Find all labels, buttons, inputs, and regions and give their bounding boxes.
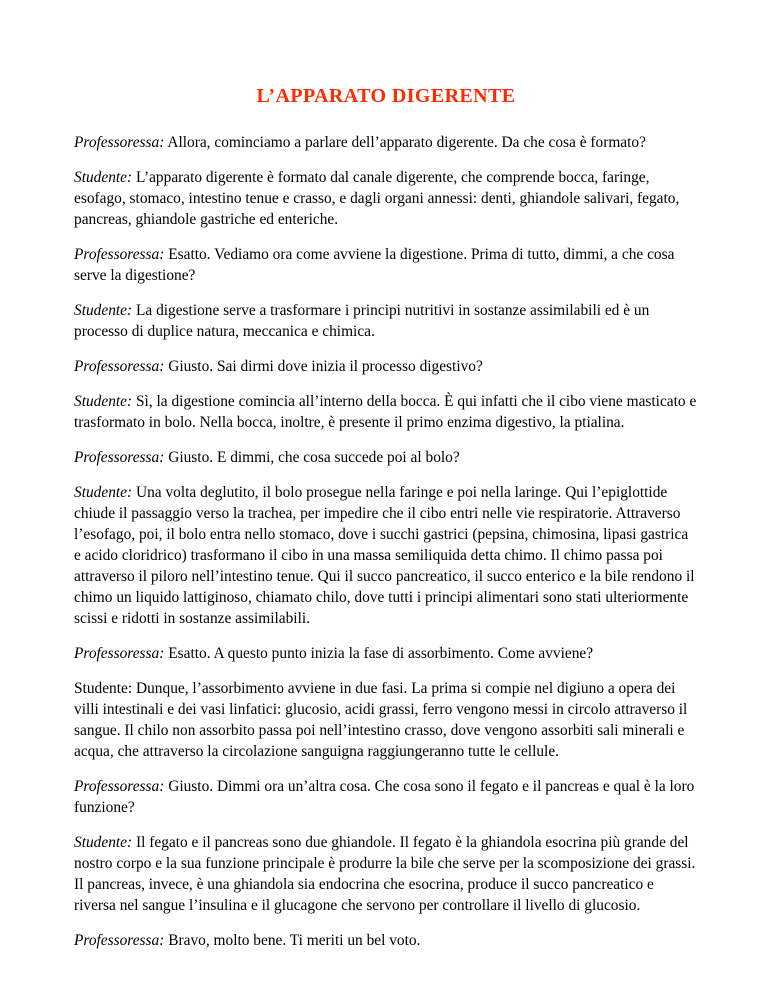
dialogue-text: Esatto. Vediamo ora come avviene la digestione. Prima di tutto, dimmi, a che cosa serve la digestione? — [74, 246, 675, 284]
speaker-label: Studente: — [74, 680, 133, 697]
speaker-label: Professoressa: — [74, 449, 165, 466]
dialogue-paragraph — [74, 244, 698, 286]
dialogue-text: La digestione serve a trasformare i principi nutritivi in sostanze assimilabili ed è un processo di duplice natura, meccanica e chimica. — [74, 302, 650, 340]
speaker-label: Studente: — [74, 484, 133, 501]
speaker-label: Professoressa: — [74, 778, 165, 795]
dialogue-paragraph — [74, 643, 698, 664]
dialogue-text: Giusto. E dimmi, che cosa succede poi al bolo? — [168, 449, 460, 466]
speaker-label: Studente: — [74, 834, 133, 851]
dialogue-text: Il fegato e il pancreas sono due ghiandole. Il fegato è la ghiandola esocrina più grande del nostro corpo e la sua funzione principale è produrre la bile che serve per la scomposizione dei grassi. Il pancreas, invece, è una ghiandola sia endocrina che esocrina, produce il succo pancreatico e riversa nel sangue l’insulina e il glucagone che servono per controllare il livello di glucosio. — [74, 834, 696, 914]
dialogue-text: Dunque, l’assorbimento avviene in due fasi. La prima si compie nel digiuno a opera dei villi intestinali e dei vasi linfatici: glucosio, acidi grassi, ferro vengono messi in circolo attraverso il sangue. Il chilo non assorbito passa poi nell’intestino crasso, dove vengono assorbiti sali minerali e acqua, che attraverso la circolazione sanguigna raggiungeranno tutte le cellule. — [74, 680, 688, 760]
document-title: L’APPARATO DIGERENTE — [256, 85, 516, 107]
dialogue-paragraph — [74, 132, 698, 153]
document-page — [74, 84, 698, 965]
dialogue-text: L’apparato digerente è formato dal canale digerente, che comprende bocca, faringe, esofago, stomaco, intestino tenue e crasso, e dagli organi annessi: denti, ghiandole salivari, fegato, pancreas, ghiandole gastriche ed enteriche. — [74, 169, 680, 228]
dialogue-text: Giusto. Sai dirmi dove inizia il processo digestivo? — [168, 358, 483, 375]
dialogue-text: Allora, cominciamo a parlare dell’apparato digerente. Da che cosa è formato? — [167, 134, 646, 151]
dialogue-paragraph — [74, 167, 698, 230]
dialogue-paragraph — [74, 832, 698, 916]
dialogue-paragraph — [74, 482, 698, 629]
dialogue-paragraph — [74, 300, 698, 342]
dialogue-paragraph — [74, 776, 698, 818]
dialogue-text: Bravo, molto bene. Ti meriti un bel voto. — [168, 932, 421, 949]
speaker-label: Professoressa: — [74, 932, 165, 949]
dialogue-text: Giusto. Dimmi ora un’altra cosa. Che cosa sono il fegato e il pancreas e qual è la loro funzione? — [74, 778, 695, 816]
dialogue-paragraph — [74, 930, 698, 951]
speaker-label: Studente: — [74, 393, 133, 410]
dialogue-text: Esatto. A questo punto inizia la fase di assorbimento. Come avviene? — [168, 645, 594, 662]
dialogue-paragraph — [74, 447, 698, 468]
dialogue-text: Sì, la digestione comincia all’interno della bocca. È qui infatti che il cibo viene masticato e trasformato in bolo. Nella bocca, inoltre, è presente il primo enzima digestivo, la ptialina. — [74, 393, 697, 431]
dialogue-paragraph — [74, 356, 698, 377]
speaker-label: Professoressa: — [74, 246, 165, 263]
speaker-label: Professoressa: — [74, 358, 165, 375]
speaker-label: Studente: — [74, 169, 133, 186]
dialogue-text: Una volta deglutito, il bolo prosegue nella faringe e poi nella laringe. Qui l’epiglottide chiude il passaggio verso la trachea, per impedire che il cibo entri nelle vie respiratorie. Attraverso l’esofago, poi, il bolo entra nello stomaco, dove i succhi gastrici (pepsina, chimosina, lipasi gastrica e acido cloridrico) trasformano il cibo in una massa semiliquida detta chimo. Il chimo passa poi attraverso il piloro nell’intestino tenue. Qui il succo pancreatico, il succo enterico e la bile rendono il chimo un liquido lattiginoso, chiamato chilo, dove tutti i principi alimentari sono stati ulteriormente scissi e ridotti in sostanze assimilabili. — [74, 484, 695, 627]
dialogue-paragraph — [74, 678, 698, 762]
speaker-label: Studente: — [74, 302, 133, 319]
speaker-label: Professoressa: — [74, 134, 165, 151]
dialogue-paragraph — [74, 391, 698, 433]
speaker-label: Professoressa: — [74, 645, 165, 662]
